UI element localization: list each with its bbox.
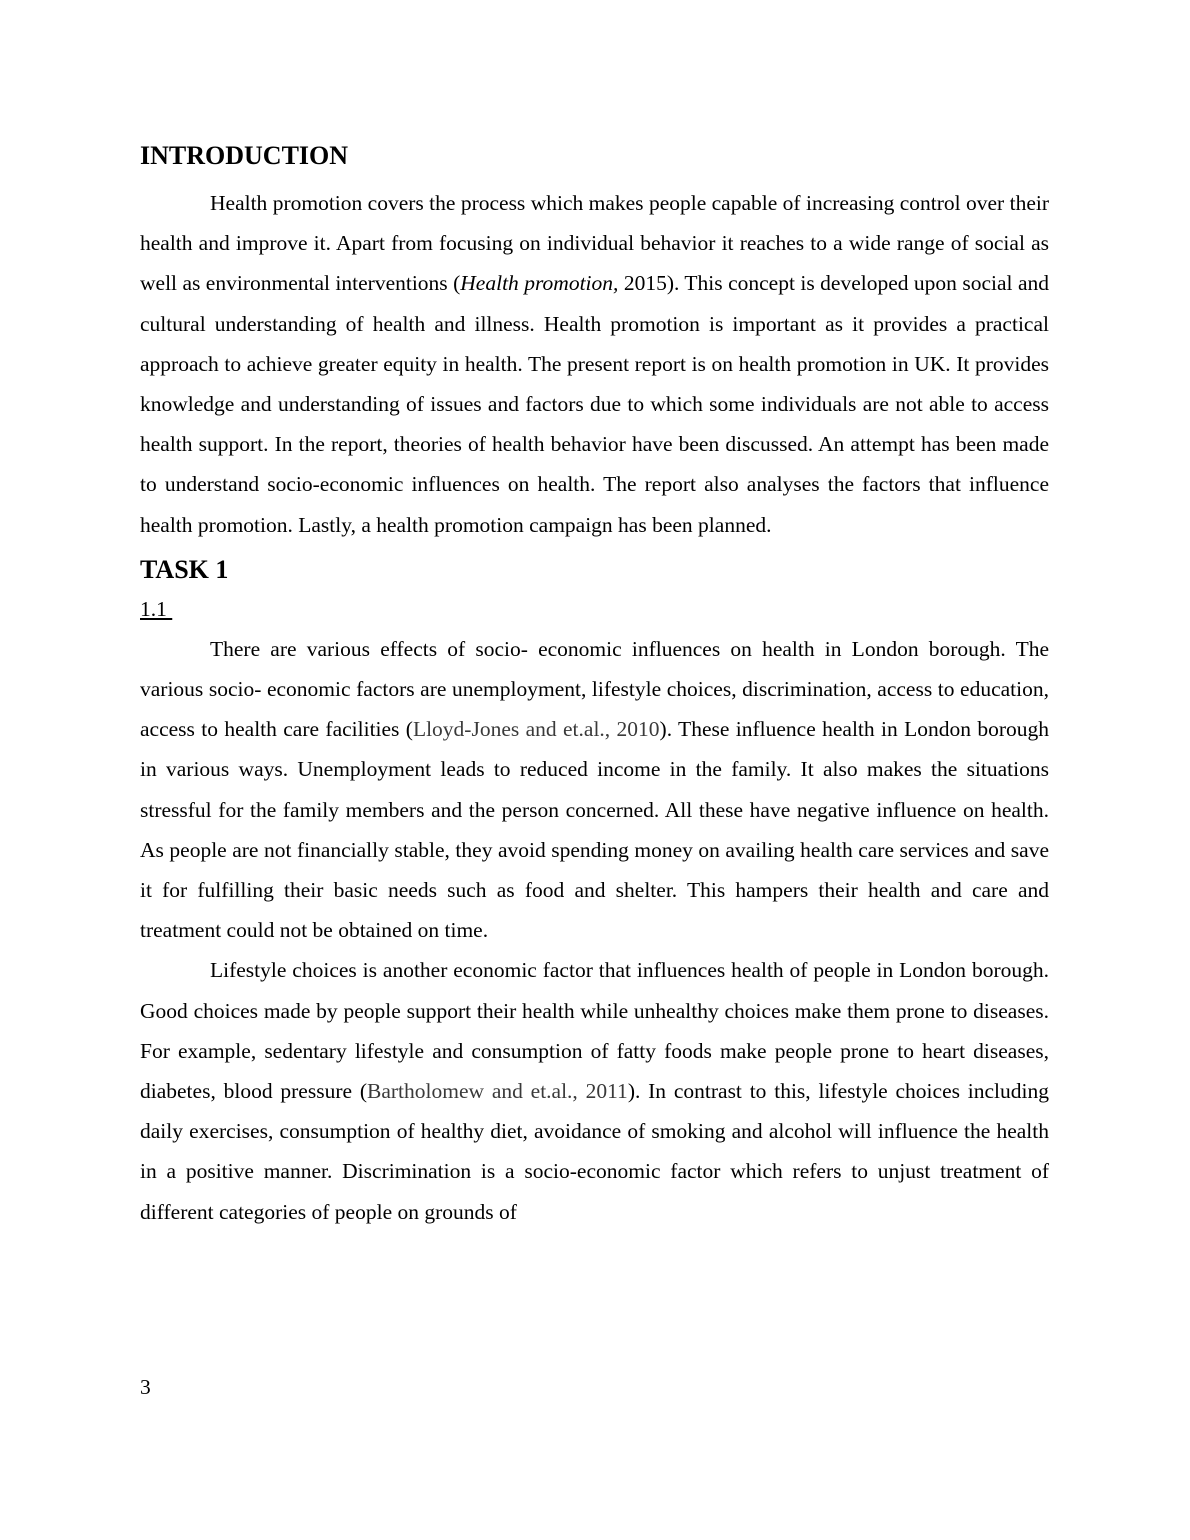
paragraph-lifestyle — [140, 950, 1049, 1231]
page-number: 3 — [140, 1375, 151, 1399]
paragraph-3-text-end: ). In contrast to this, lifestyle choices including daily exercises, consumption of healthy diet, avoidance of smoking and alcohol will influence the health in a positive manner. Discrimination is a socio-economic factor which refers to unjust treatment of different categories of people on grounds of — [140, 1079, 1049, 1224]
intro-text-end: 2015). This concept is developed upon social and cultural understanding of health and illness. Health promotion is important as it provides a practical approach to achieve greater equity in health. The present report is on health promotion in UK. It provides knowledge and understanding of issues and factors due to which some individuals are not able to access health support. In the report, theories of health behavior have been discussed. An attempt has been made to understand socio-economic influences on health. The report also analyses the factors that influence health promotion. Lastly, a health promotion campaign has been planned. — [140, 271, 1050, 537]
document-body — [140, 141, 1049, 1232]
paragraph-2-citation: Lloyd-Jones and et.al., 2010 — [412, 717, 660, 742]
paragraph-socio-economic — [140, 629, 1049, 951]
subsection-number: 1.1 — [140, 596, 173, 621]
paragraph-3-citation: Bartholomew and et.al., 2011 — [366, 1079, 628, 1104]
paragraph-2-text-start: There are various effects of socio- economic influences on health in London borough. The various socio- economic factors are unemployment, lifestyle choices, discrimination, access to education, access to health care facilities ( — [140, 636, 1049, 742]
intro-paragraph — [140, 183, 1049, 545]
intro-citation: Health promotion, — [460, 271, 619, 296]
intro-text-start: Health promotion covers the process which makes people capable of increasing control over their health and improve it. Apart from focusing on individual behavior it reaches to a wide range of social as well as environmental interventions ( — [140, 191, 1049, 296]
paragraph-2-text-end: ). These influence health in London borough in various ways. Unemployment leads to reduced income in the family. It also makes the situations stressful for the family members and the person concerned. All these have negative influence on health. As people are not financially stable, they avoid spending money on availing health care services and save it for fulfilling their basic needs such as food and shelter. This hampers their health and care and treatment could not be obtained on time. — [140, 717, 1049, 943]
introduction-heading: INTRODUCTION — [140, 141, 349, 170]
paragraph-3-text-start: Lifestyle choices is another economic factor that influences health of people in London borough. Good choices made by people support their health while unhealthy choices make them prone to diseases. For example, sedentary lifestyle and consumption of fatty foods make people prone to heart diseases, diabetes, blood pressure ( — [140, 958, 1049, 1104]
task-heading: TASK 1 — [140, 554, 229, 584]
